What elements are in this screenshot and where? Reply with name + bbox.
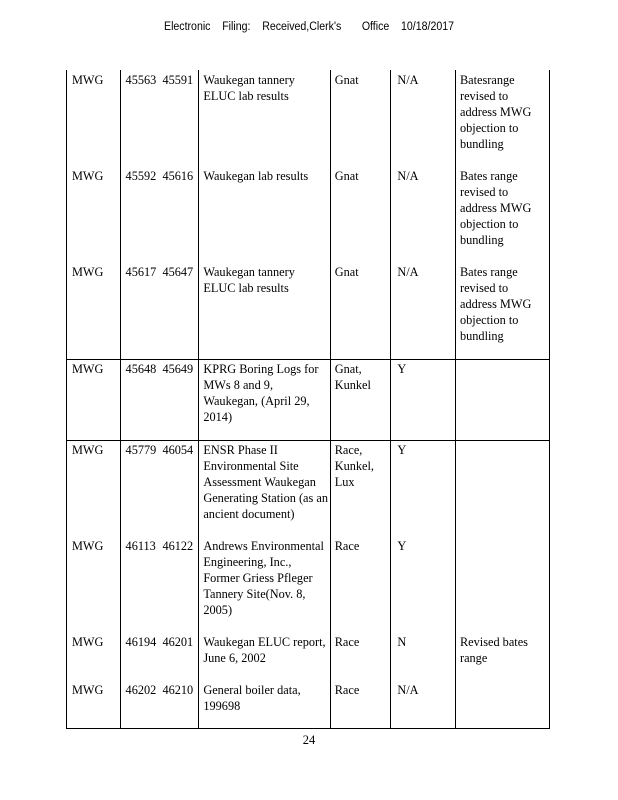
table-row xyxy=(67,441,550,538)
notes-cell xyxy=(455,441,549,538)
party-cell: MWG xyxy=(67,633,121,681)
bates-start-cell: 45563 xyxy=(120,70,158,167)
stipulation-cell: N/A xyxy=(391,681,456,729)
description-cell: KPRG Boring Logs for MWs 8 and 9, Waukegan, (April 29, 2014) xyxy=(199,360,330,441)
description-cell: Waukegan ELUC report, June 6, 2002 xyxy=(199,633,330,681)
description-cell: ENSR Phase II Environmental Site Assessment Waukegan Generating Station (as an ancient document) xyxy=(199,441,330,538)
notes-cell: Batesrange revised to address MWG objection to bundling xyxy=(455,70,549,167)
page-number: 24 xyxy=(302,733,316,747)
stipulation-cell: N/A xyxy=(391,263,456,360)
table-row xyxy=(67,167,550,263)
party-cell: MWG xyxy=(67,263,121,360)
stipulation-cell: N xyxy=(391,633,456,681)
sponsor-cell: Gnat xyxy=(330,167,391,263)
sponsor-cell: Gnat xyxy=(330,263,391,360)
stipulation-cell: N/A xyxy=(391,167,456,263)
notes-cell: Revised bates range xyxy=(455,633,549,681)
description-cell: Waukegan tannery ELUC lab results xyxy=(199,70,330,167)
table-row xyxy=(67,537,550,633)
bates-start-cell: 46194 xyxy=(120,633,158,681)
bates-start-cell: 45592 xyxy=(120,167,158,263)
bates-end-cell: 46122 xyxy=(158,537,198,633)
party-cell: MWG xyxy=(67,537,121,633)
notes-cell: Bates range revised to address MWG objection to bundling xyxy=(455,167,549,263)
party-cell: MWG xyxy=(67,681,121,729)
bates-end-cell: 45591 xyxy=(158,70,198,167)
notes-cell: Bates range revised to address MWG objection to bundling xyxy=(455,263,549,360)
party-cell: MWG xyxy=(67,167,121,263)
description-cell: Waukegan tannery ELUC lab results xyxy=(199,263,330,360)
exhibit-table xyxy=(66,70,550,729)
bates-end-cell: 46201 xyxy=(158,633,198,681)
sponsor-cell: Gnat xyxy=(330,70,391,167)
bates-start-cell: 46202 xyxy=(120,681,158,729)
bates-start-cell: 45779 xyxy=(120,441,158,538)
stipulation-cell: Y xyxy=(391,360,456,441)
party-cell: MWG xyxy=(67,70,121,167)
exhibit-table-container xyxy=(66,70,550,729)
stipulation-cell: N/A xyxy=(391,70,456,167)
notes-cell xyxy=(455,681,549,729)
table-row xyxy=(67,681,550,729)
sponsor-cell: Race xyxy=(330,681,391,729)
bates-end-cell: 46054 xyxy=(158,441,198,538)
bates-end-cell: 45647 xyxy=(158,263,198,360)
party-cell: MWG xyxy=(67,441,121,538)
table-row xyxy=(67,633,550,681)
bates-end-cell: 45649 xyxy=(158,360,198,441)
notes-cell xyxy=(455,360,549,441)
table-row xyxy=(67,360,550,441)
stipulation-cell: Y xyxy=(391,441,456,538)
notes-cell xyxy=(455,537,549,633)
table-row xyxy=(67,70,550,167)
sponsor-cell: Race, Kunkel, Lux xyxy=(330,441,391,538)
sponsor-cell: Race xyxy=(330,537,391,633)
table-row xyxy=(67,263,550,360)
party-cell: MWG xyxy=(67,360,121,441)
description-cell: Andrews Environmental Engineering, Inc., Former Griess Pfleger Tannery Site(Nov. 8, 2005) xyxy=(199,537,330,633)
description-cell: Waukegan lab results xyxy=(199,167,330,263)
sponsor-cell: Race xyxy=(330,633,391,681)
stipulation-cell: Y xyxy=(391,537,456,633)
bates-start-cell: 45648 xyxy=(120,360,158,441)
bates-start-cell: 46113 xyxy=(120,537,158,633)
bates-start-cell: 45617 xyxy=(120,263,158,360)
bates-end-cell: 45616 xyxy=(158,167,198,263)
sponsor-cell: Gnat, Kunkel xyxy=(330,360,391,441)
filing-stamp-header: Electronic Filing: Received,Clerk's Office 10/18/2017 xyxy=(164,21,454,33)
description-cell: General boiler data, 199698 xyxy=(199,681,330,729)
bates-end-cell: 46210 xyxy=(158,681,198,729)
